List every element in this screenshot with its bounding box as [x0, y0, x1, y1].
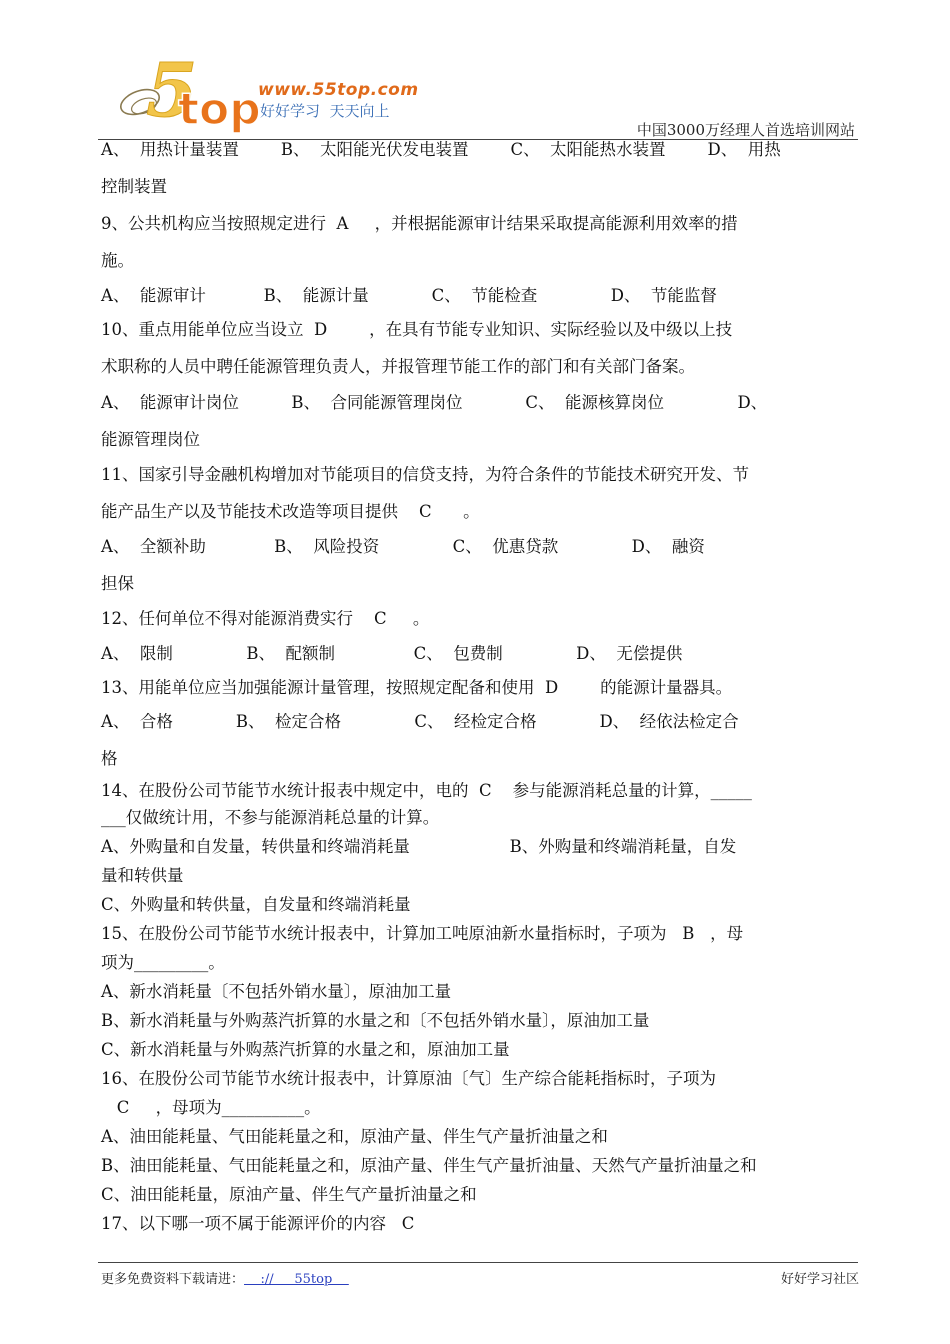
site-slogan: 好好学习 天天向上 [260, 102, 390, 120]
document-line: 术职称的人员中聘任能源管理负责人，并报管理节能工作的部门和有关部门备案。 [101, 357, 695, 376]
document-line: 17、以下哪一项不属于能源评价的内容 C [101, 1214, 457, 1233]
document-line: 14、在股份公司节能节水统计报表中规定中，电的 C 参与能源消耗总量的计算，_____ [101, 781, 752, 800]
document-line: C ，母项为__________。 [101, 1098, 321, 1117]
document-line: 10、重点用能单位应当设立 D ，在具有节能专业知识、实际经验以及中级以上技 [101, 320, 733, 339]
document-line: A、 能源审计岗位 B、 合同能源管理岗位 C、 能源核算岗位 D、 [101, 393, 768, 412]
logo-number: 5 [146, 52, 198, 134]
document-line: A、油田能耗量、气田能耗量之和，原油产量、伴生气产量折油量之和 [101, 1127, 608, 1146]
site-tagline: 中国3000万经理人首选培训网站 [636, 121, 855, 139]
document-line: C、新水消耗量与外购蒸汽折算的水量之和，原油加工量 [101, 1040, 510, 1059]
document-line: A、 用热计量装置 B、 太阳能光伏发电装置 C、 太阳能热水装置 D、 用热 [101, 140, 781, 159]
document-body [101, 140, 861, 1234]
document-line: 13、用能单位应当加强能源计量管理，按照规定配备和使用 D 的能源计量器具。 [101, 678, 733, 697]
document-line: 11、国家引导金融机构增加对节能项目的信贷支持，为符合条件的节能技术研究开发、节 [101, 465, 749, 484]
document-line: ___仅做统计用，不参与能源消耗总量的计算。 [101, 808, 440, 827]
document-line: A、外购量和自发量，转供量和终端消耗量 B、外购量和终端消耗量，自发 [101, 837, 737, 856]
document-line: 能产品生产以及节能技术改造等项目提供 C 。 [101, 502, 480, 521]
footer-prefix: 更多免费资料下载请进： [101, 1272, 245, 1287]
document-line: A、 合格 B、 检定合格 C、 经检定合格 D、 经依法检定合 [101, 712, 739, 731]
page-footer [101, 1268, 859, 1287]
footer-divider [98, 1262, 858, 1263]
footer-community: 好好学习社区 [780, 1272, 859, 1287]
document-line: B、新水消耗量与外购蒸汽折算的水量之和〔不包括外销水量〕，原油加工量 [101, 1011, 650, 1030]
footer-download-link[interactable]: :// 55top [244, 1272, 349, 1287]
document-line: A、 全额补助 B、 风险投资 C、 优惠贷款 D、 融资 [101, 537, 705, 556]
document-line: 格 [101, 749, 118, 768]
document-line: 控制装置 [101, 177, 167, 196]
site-url[interactable]: www.55top.com [258, 80, 419, 100]
document-line: 16、在股份公司节能节水统计报表中，计算原油〔气〕生产综合能耗指标时，子项为 [101, 1069, 716, 1088]
logo-word: top [178, 84, 261, 134]
document-line: 12、任何单位不得对能源消费实行 C 。 [101, 609, 430, 628]
document-line: C、外购量和转供量，自发量和终端消耗量 [101, 895, 411, 914]
document-line: 量和转供量 [101, 866, 184, 885]
document-line: 能源管理岗位 [101, 430, 200, 449]
document-line: A、 能源审计 B、 能源计量 C、 节能检查 D、 节能监督 [101, 286, 717, 305]
document-line: B、油田能耗量、气田能耗量之和，原油产量、伴生气产量折油量、天然气产量折油量之和 [101, 1156, 757, 1175]
document-line: 项为_________。 [101, 953, 225, 972]
document-line: 9、公共机构应当按照规定进行 A ，并根据能源审计结果采取提高能源利用效率的措 [101, 214, 738, 233]
document-line: A、新水消耗量〔不包括外销水量〕，原油加工量 [101, 982, 452, 1001]
document-line: A、 限制 B、 配额制 C、 包费制 D、 无偿提供 [101, 644, 683, 663]
document-line: C、油田能耗量，原油产量、伴生气产量折油量之和 [101, 1185, 477, 1204]
document-line: 担保 [101, 574, 134, 593]
document-line: 施。 [101, 251, 134, 270]
document-line: 15、在股份公司节能节水统计报表中，计算加工吨原油新水量指标时，子项为 B ，母 [101, 924, 744, 943]
